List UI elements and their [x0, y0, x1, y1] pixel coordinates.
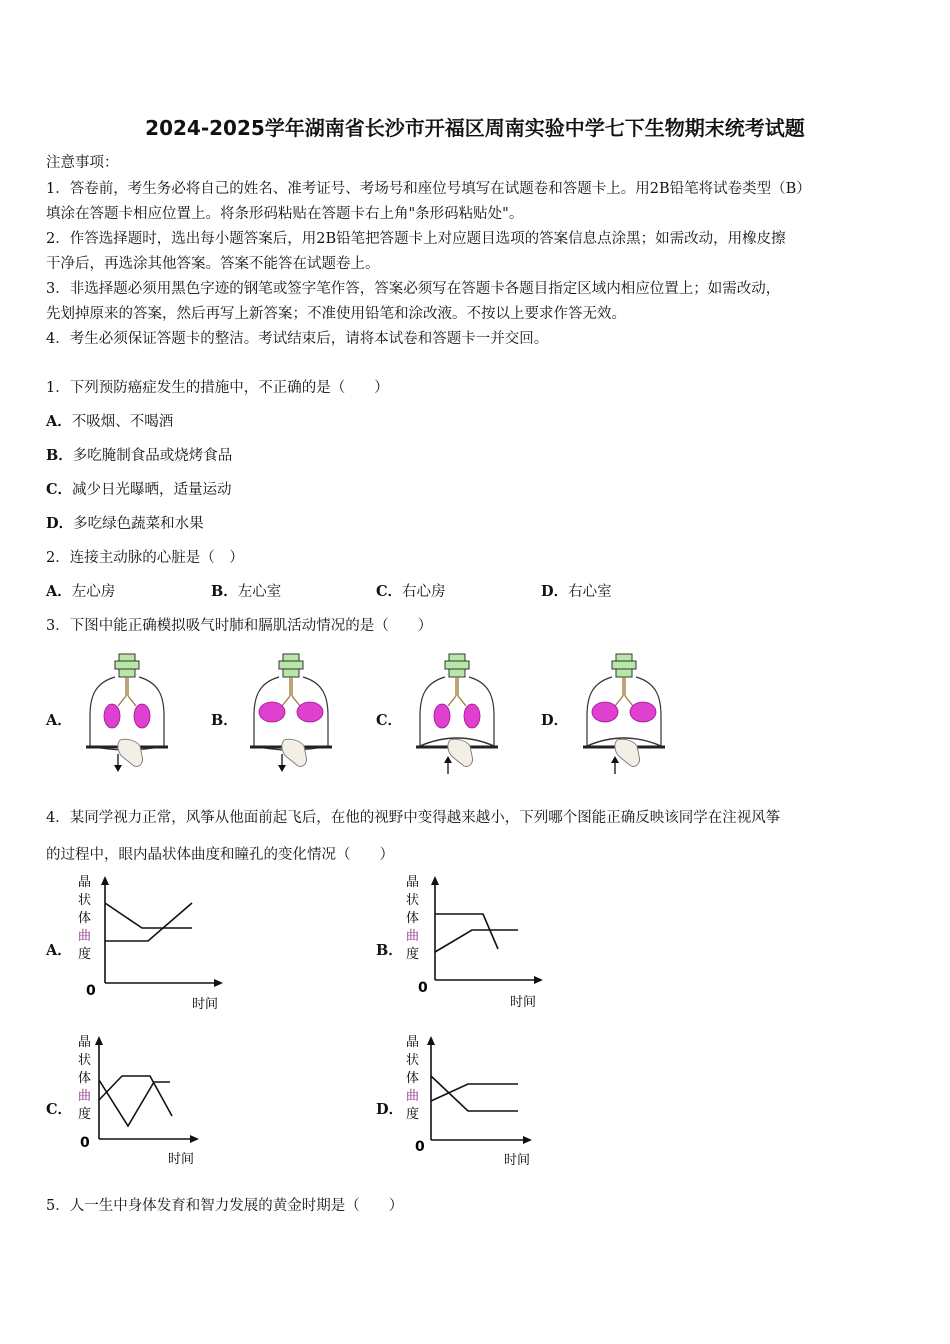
x-axis-arrow — [190, 1135, 199, 1143]
q2-option-a — [46, 580, 115, 601]
curve-line — [431, 1084, 518, 1101]
q4-option-d-label: D． — [376, 1101, 404, 1118]
bell-jar-figure-d — [579, 650, 669, 778]
lung-left — [259, 702, 285, 722]
hand-illustration — [282, 739, 307, 766]
y-axis-char: 体 — [78, 911, 92, 926]
graph-c — [70, 1030, 230, 1170]
stopper-top — [616, 654, 632, 661]
y-axis-char: 状 — [78, 893, 92, 908]
q3-option-b-label: B． — [211, 712, 238, 729]
q4-option-b-label: B． — [376, 942, 403, 959]
hand-illustration — [118, 739, 143, 766]
curve-line — [435, 930, 518, 952]
option-text: 减少日光曝晒，适量运动 — [72, 482, 232, 498]
x-axis-label: 时间 — [504, 1153, 531, 1168]
y-axis-char: 状 — [406, 1053, 420, 1068]
y-axis-arrow — [101, 876, 109, 885]
y-axis-char: 状 — [406, 893, 420, 908]
q1-option-d — [46, 512, 204, 533]
graph-b — [398, 870, 558, 1015]
notice-line: 填涂在答题卡相应位置上。将条形码粘贴在答题卡右上角"条形码粘贴处"。 — [46, 206, 524, 222]
stopper-mid — [612, 661, 636, 669]
y-axis-char: 晶 — [78, 1035, 92, 1050]
x-axis-label: 时间 — [168, 1152, 195, 1167]
curve-line — [105, 903, 192, 941]
y-axis-char: 曲 — [78, 929, 92, 944]
curve-line — [431, 1076, 518, 1111]
trachea — [282, 677, 300, 706]
curve-line — [99, 1080, 170, 1126]
stopper-top — [283, 654, 299, 661]
q1-option-c — [46, 478, 232, 499]
x-axis-arrow — [214, 979, 223, 987]
lung-right — [630, 702, 656, 722]
stopper-top — [119, 654, 135, 661]
option-label: D． — [541, 583, 569, 600]
option-label: B． — [46, 447, 73, 464]
option-text: 不吸烟、不喝酒 — [71, 414, 174, 430]
lung-right — [134, 704, 150, 728]
q1-option-a — [46, 410, 173, 431]
q1-option-b — [46, 444, 232, 465]
q2-option-c — [376, 580, 446, 601]
lung-left — [104, 704, 120, 728]
graph-a — [70, 870, 230, 1015]
notice-line: 3．非选择题必须用黑色字迹的钢笔或签字笔作答，答案必须写在答题卡各题目指定区域内相应位置上；如需改动， — [46, 281, 781, 297]
stopper-bottom — [616, 669, 632, 677]
lung-right — [464, 704, 480, 728]
y-axis-char: 体 — [406, 911, 420, 926]
origin-label: 0 — [418, 980, 428, 996]
q3-option-c-label: C． — [376, 712, 403, 729]
trachea — [448, 677, 466, 706]
y-axis-arrow — [427, 1036, 435, 1045]
option-label: C． — [376, 583, 403, 600]
stopper-bottom — [119, 669, 135, 677]
option-text: 右心室 — [568, 584, 612, 600]
notice-heading: 注意事项： — [46, 155, 119, 171]
curve-line — [105, 903, 192, 928]
q4-stem-line-2: 的过程中，眼内晶状体曲度和瞳孔的变化情况（ ） — [46, 847, 394, 863]
arrow-down-icon — [114, 765, 122, 772]
origin-label: 0 — [80, 1135, 90, 1151]
notice-line: 1．答卷前，考生务必将自己的姓名、准考证号、考场号和座位号填写在试题卷和答题卡上。用2B铅笔将试卷类型（B） — [46, 181, 811, 197]
bell-jar-figure-b — [246, 650, 336, 778]
option-label: D． — [46, 515, 74, 532]
origin-label: 0 — [415, 1139, 425, 1155]
y-axis-char: 度 — [78, 1107, 92, 1122]
x-axis-label: 时间 — [192, 997, 219, 1012]
q1-stem: 1．下列预防癌症发生的措施中，不正确的是（ ） — [46, 380, 389, 396]
q2-option-d — [541, 580, 612, 601]
bell-jar-figure-c — [412, 650, 502, 778]
bell-jar-figure-a — [82, 650, 172, 778]
option-label: C． — [46, 481, 73, 498]
option-label: A． — [46, 583, 72, 600]
y-axis-char: 度 — [78, 947, 92, 962]
stopper-bottom — [283, 669, 299, 677]
y-axis-char: 曲 — [78, 1089, 92, 1104]
q4-stem-line-1: 4．某同学视力正常，风筝从他面前起飞后，在他的视野中变得越来越小，下列哪个图能正确反映该同学在注视风筝 — [46, 810, 781, 826]
q3-option-a-label: A． — [46, 712, 72, 729]
option-text: 左心房 — [71, 584, 116, 600]
y-axis-char: 度 — [406, 947, 420, 962]
y-axis-char: 度 — [406, 1107, 420, 1122]
trachea — [118, 677, 136, 706]
q2-option-b — [211, 580, 281, 601]
lung-left — [592, 702, 618, 722]
stopper-bottom — [449, 669, 465, 677]
x-axis-arrow — [534, 976, 543, 984]
bell-jar-outline — [420, 677, 494, 746]
q3-option-d-label: D． — [541, 712, 569, 729]
x-axis-arrow — [523, 1136, 532, 1144]
x-axis-label: 时间 — [510, 995, 537, 1010]
y-axis-char: 体 — [406, 1071, 420, 1086]
q3-stem: 3．下图中能正确模拟吸气时肺和膈肌活动情况的是（ ） — [46, 618, 433, 634]
curve-line — [435, 914, 498, 949]
page-title: 2024-2025学年湖南省长沙市开福区周南实验中学七下生物期末统考试题 — [145, 116, 805, 140]
bell-jar-outline — [90, 677, 164, 746]
notice-line: 4．考生必须保证答题卡的整洁。考试结束后，请将本试卷和答题卡一并交回。 — [46, 331, 549, 347]
lung-right — [297, 702, 323, 722]
arrow-up-icon — [611, 756, 619, 763]
notice-line: 先划掉原来的答案，然后再写上新答案；不准使用铅笔和涂改液。不按以上要求作答无效。 — [46, 306, 626, 322]
q4-option-a-label: A． — [46, 942, 72, 959]
notice-line: 干净后，再选涂其他答案。答案不能答在试题卷上。 — [46, 256, 380, 272]
y-axis-arrow — [95, 1036, 103, 1045]
option-text: 左心室 — [237, 584, 282, 600]
option-text: 多吃腌制食品或烧烤食品 — [72, 448, 233, 464]
option-label: B． — [211, 583, 238, 600]
y-axis-char: 曲 — [406, 1089, 420, 1104]
y-axis-char: 体 — [78, 1071, 92, 1086]
option-text: 多吃绿色蔬菜和水果 — [73, 516, 204, 532]
y-axis-char: 晶 — [78, 875, 92, 890]
y-axis-char: 状 — [78, 1053, 92, 1068]
y-axis-char: 晶 — [406, 1035, 420, 1050]
q2-stem: 2．连接主动脉的心脏是（ ） — [46, 550, 244, 566]
graph-d — [398, 1030, 558, 1170]
q4-option-c-label: C． — [46, 1101, 73, 1118]
q5-stem: 5．人一生中身体发育和智力发展的黄金时期是（ ） — [46, 1198, 404, 1214]
stopper-top — [449, 654, 465, 661]
arrow-down-icon — [278, 765, 286, 772]
option-label: A． — [46, 413, 72, 430]
origin-label: 0 — [86, 983, 96, 999]
lung-left — [434, 704, 450, 728]
stopper-mid — [279, 661, 303, 669]
stopper-mid — [445, 661, 469, 669]
option-text: 右心房 — [402, 584, 446, 600]
arrow-up-icon — [444, 756, 452, 763]
stopper-mid — [115, 661, 139, 669]
trachea — [615, 677, 633, 706]
y-axis-char: 晶 — [406, 875, 420, 890]
y-axis-char: 曲 — [406, 929, 420, 944]
y-axis-arrow — [431, 876, 439, 885]
notice-line: 2．作答选择题时，选出每小题答案后，用2B铅笔把答题卡上对应题目选项的答案信息点涂黑；如需改动，用橡皮擦 — [46, 231, 786, 247]
